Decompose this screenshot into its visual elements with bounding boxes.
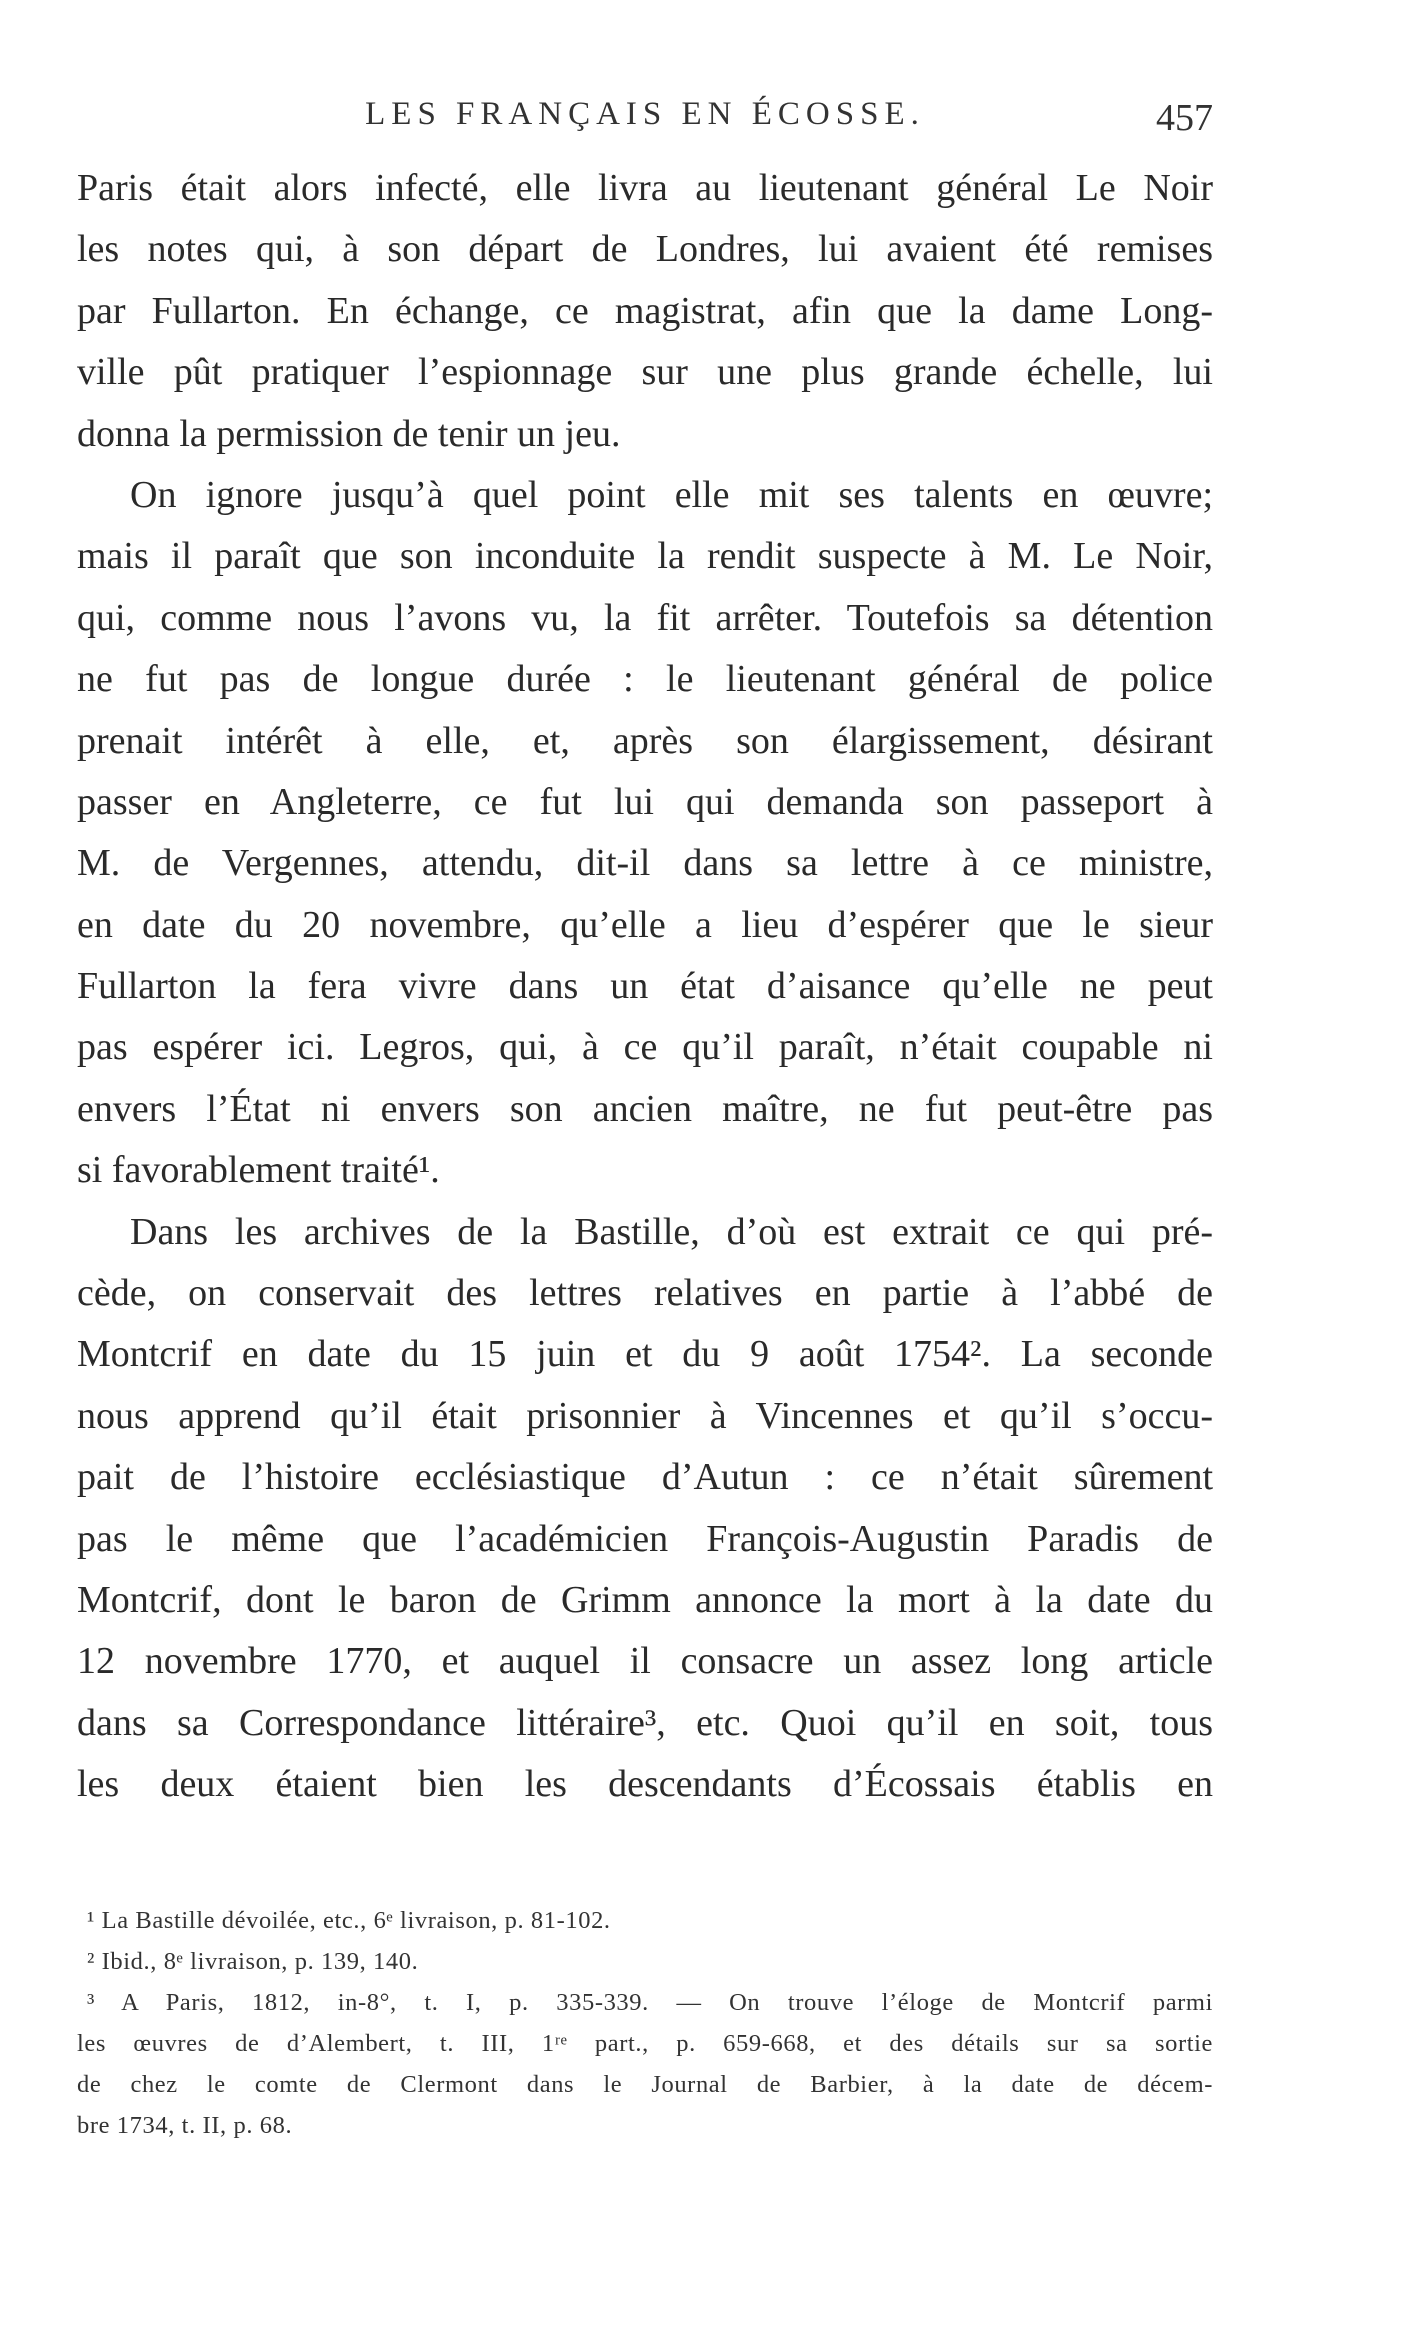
text-line: M. de Vergennes, attendu, dit-il dans sa lettre à ce ministre, xyxy=(77,842,1213,885)
footnote-line: les œuvres de d’Alembert, t. III, 1ʳᵉ part., p. 659-668, et des détails sur sa sortie xyxy=(77,2030,1213,2057)
text-line: en date du 20 novembre, qu’elle a lieu d’espérer que le sieur xyxy=(77,903,1213,946)
running-title: LES FRANÇAIS EN ÉCOSSE. xyxy=(365,96,925,132)
text-line: nous apprend qu’il était prisonnier à Vincennes et qu’il s’occu- xyxy=(77,1394,1213,1437)
text-line: pas le même que l’académicien François-Augustin Paradis de xyxy=(77,1517,1213,1560)
text-line: passer en Angleterre, ce fut lui qui demanda son passeport à xyxy=(77,780,1213,823)
text-line: cède, on conservait des lettres relatives en partie à l’abbé de xyxy=(77,1272,1213,1315)
text-line: dans sa Correspondance littéraire³, etc. Quoi qu’il en soit, tous xyxy=(77,1701,1213,1744)
text-line: Montcrif en date du 15 juin et du 9 août 1754². La seconde xyxy=(77,1333,1213,1376)
text-line: qui, comme nous l’avons vu, la fit arrêter. Toutefois sa détention xyxy=(77,596,1213,639)
text-line: pait de l’histoire ecclésiastique d’Autun : ce n’était sûrement xyxy=(77,1456,1213,1499)
text-line: prenait intérêt à elle, et, après son élargissement, désirant xyxy=(77,719,1213,762)
text-line: envers l’État ni envers son ancien maître, ne fut peut-être pas xyxy=(77,1087,1213,1130)
text-line: si favorablement traité¹. xyxy=(77,1149,440,1192)
footnote-line: bre 1734, t. II, p. 68. xyxy=(77,2112,293,2139)
text-line: Fullarton la fera vivre dans un état d’aisance qu’elle ne peut xyxy=(77,965,1213,1008)
page-number: 457 xyxy=(1156,97,1213,139)
main-text xyxy=(77,158,1213,1816)
text-line: Dans les archives de la Bastille, d’où est extrait ce qui pré- xyxy=(130,1210,1213,1253)
text-line: ne fut pas de longue durée : le lieutenant général de police xyxy=(77,658,1213,701)
text-line: Paris était alors infecté, elle livra au lieutenant général Le Noir xyxy=(77,167,1213,209)
text-line: On ignore jusqu’à quel point elle mit ses talents en œuvre; xyxy=(130,473,1213,516)
text-line: ville pût pratiquer l’espionnage sur une plus grande échelle, lui xyxy=(77,351,1213,394)
text-line: Montcrif, dont le baron de Grimm annonce la mort à la date du xyxy=(77,1578,1213,1621)
footnote-line: ² Ibid., 8ᵉ livraison, p. 139, 140. xyxy=(87,1948,419,1975)
footnote-line: ¹ La Bastille dévoilée, etc., 6ᵉ livraison, p. 81-102. xyxy=(87,1907,611,1934)
text-line: les notes qui, à son départ de Londres, lui avaient été remises xyxy=(77,228,1213,271)
footnote-line: ³ A Paris, 1812, in-8°, t. I, p. 335-339. — On trouve l’éloge de Montcrif parmi xyxy=(87,1989,1213,2016)
text-line: mais il paraît que son inconduite la rendit suspecte à M. Le Noir, xyxy=(77,535,1213,578)
running-head xyxy=(77,96,1213,146)
text-line: par Fullarton. En échange, ce magistrat, afin que la dame Long- xyxy=(77,289,1213,332)
footnotes xyxy=(77,1900,1213,2146)
footnote-line: de chez le comte de Clermont dans le Journal de Barbier, à la date de décem- xyxy=(77,2071,1213,2098)
text-line: pas espérer ici. Legros, qui, à ce qu’il paraît, n’était coupable ni xyxy=(77,1026,1213,1069)
text-line: les deux étaient bien les descendants d’Écossais établis en xyxy=(77,1763,1213,1806)
text-line: donna la permission de tenir un jeu. xyxy=(77,412,621,455)
text-line: 12 novembre 1770, et auquel il consacre un assez long article xyxy=(77,1640,1213,1683)
